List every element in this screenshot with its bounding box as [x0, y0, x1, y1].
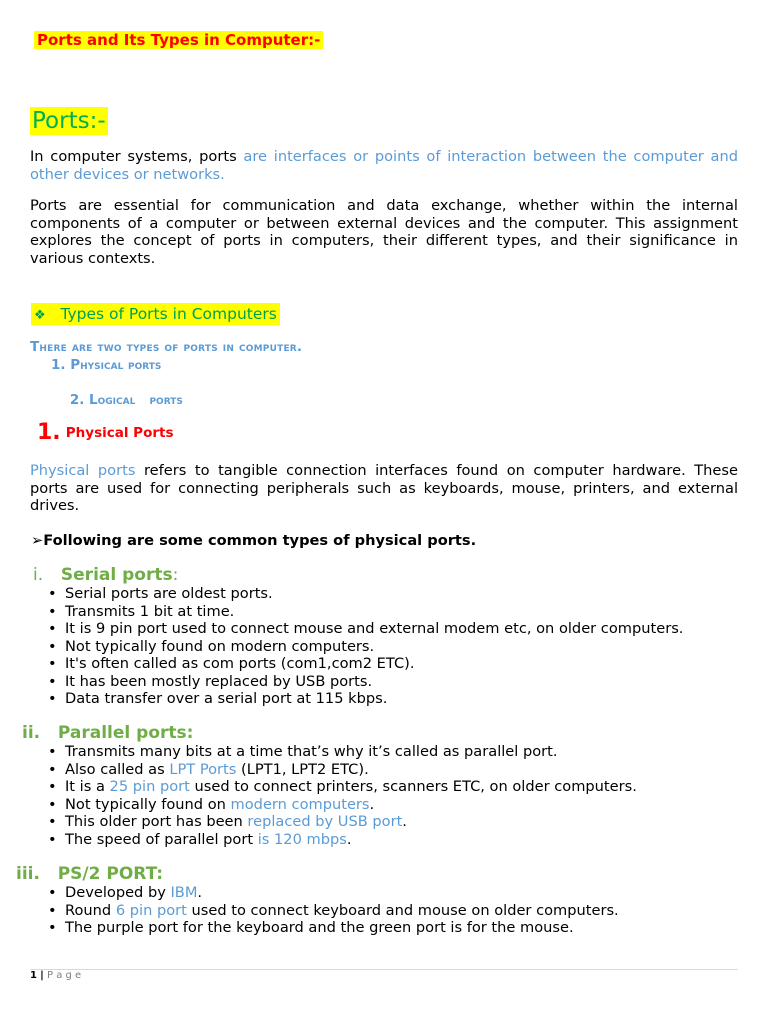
list-item: • The speed of parallel port is 120 mbps. [48, 831, 637, 849]
list-item: • The purple port for the keyboard and the green port is for the mouse. [48, 919, 619, 937]
types-heading [31, 304, 280, 326]
list-item: • It is a 25 pin port used to connect printers, scanners ETC, on older computers. [48, 778, 637, 796]
para-line: Ports are essential for communication and data exchange, whether within the internal [30, 197, 738, 214]
list-item: • Also called as LPT Ports (LPT1, LPT2 ETC). [48, 761, 637, 779]
types-heading-text: Types of Ports in Computers [60, 305, 277, 323]
page-label: P a g e [47, 970, 82, 981]
list-item: • Serial ports are oldest ports. [48, 585, 683, 603]
types-list-item: 1. Physical ports [51, 357, 162, 373]
list-item: • Transmits 1 bit at time. [48, 603, 683, 621]
para-line: components of a computer or between external devices and the computer. This assignment [30, 214, 738, 232]
parallel-ports-heading: ii. Parallel ports: [22, 723, 194, 743]
ports-heading: Ports:- [32, 108, 106, 134]
list-item: • This older port has been replaced by USB port. [48, 813, 637, 831]
arrow-bullet-icon: ➢ [31, 532, 44, 549]
ports-essential-paragraph [30, 197, 738, 267]
document-title: Ports and Its Types in Computer:- [34, 31, 323, 49]
list-item: • Developed by IBM. [48, 884, 619, 902]
serial-ports-list [48, 585, 683, 708]
page-footer: 1 | P a g e [30, 970, 82, 981]
section-physical-ports-heading: 1. Physical Ports [37, 420, 174, 445]
para-line: various contexts. [30, 249, 156, 267]
footer-divider [30, 969, 738, 970]
list-item: • Not typically found on modern computers. [48, 796, 637, 814]
parallel-ports-list [48, 743, 637, 848]
page-number: 1 [30, 970, 37, 981]
ps2-port-heading: iii. PS/2 PORT: [16, 864, 164, 884]
types-list-item: 2. Logical ports [69, 392, 183, 408]
list-item: • Not typically found on modern computers. [48, 638, 683, 656]
following-heading: ➢Following are some common types of physical ports. [31, 532, 477, 549]
intro-paragraph [30, 148, 738, 183]
list-item: • Transmits many bits at a time that’s why it’s called as parallel port. [48, 743, 637, 761]
serial-ports-heading: i. Serial ports: [33, 565, 179, 585]
list-item: • It is 9 pin port used to connect mouse and external modem etc, on older computers. [48, 620, 683, 638]
intro-line-1: In computer systems, ports are interfaces or points of interaction between the computer and [30, 148, 738, 165]
intro-line-2: other devices or networks. [30, 165, 225, 183]
list-item: • Data transfer over a serial port at 115 kbps. [48, 690, 683, 708]
list-item: • It has been mostly replaced by USB ports. [48, 673, 683, 691]
ps2-port-list [48, 884, 619, 937]
physical-ports-paragraph: Physical ports refers to tangible connection interfaces found on computer hardware. These ports are used for connecting peripherals such as keyboards, mouse, printers, and external drives. [30, 462, 738, 514]
para-line: explores the concept of ports in computers, their different types, and their significance in [30, 232, 738, 249]
types-intro: There are two types of ports in computer. [30, 339, 303, 355]
list-item: • It's often called as com ports (com1,com2 ETC). [48, 655, 683, 673]
diamond-bullet-icon: ❖ [34, 308, 46, 323]
list-item: • Round 6 pin port used to connect keyboard and mouse on older computers. [48, 902, 619, 920]
